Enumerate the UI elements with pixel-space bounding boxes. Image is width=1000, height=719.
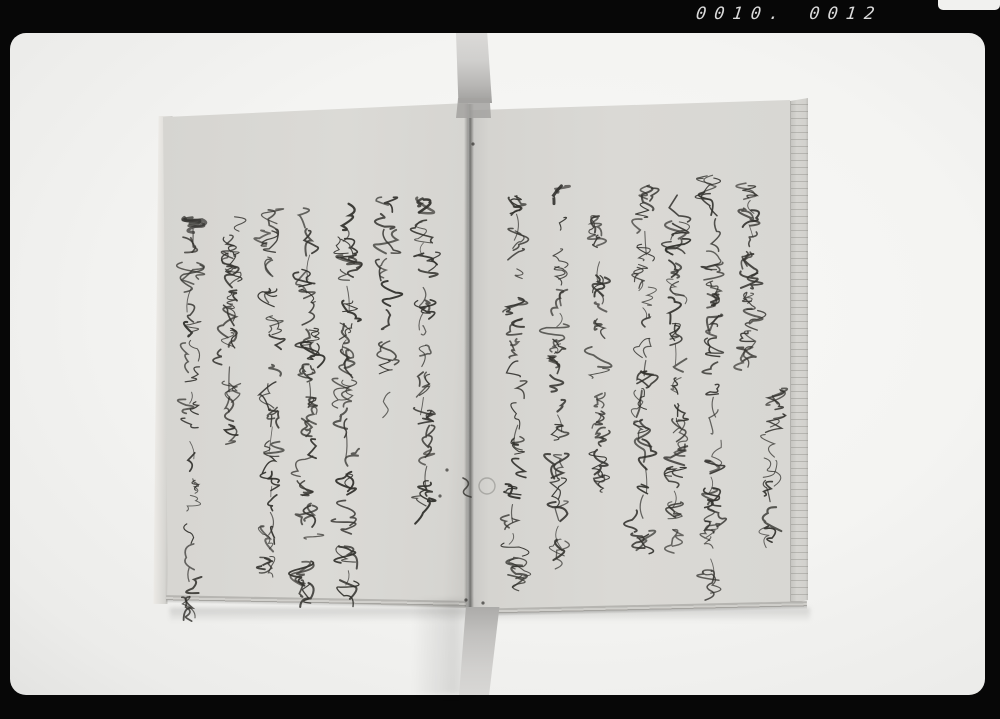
binding-strap-foot [456, 98, 491, 118]
page-right [470, 100, 790, 612]
corner-tab [938, 0, 1000, 10]
frame-counter: 0010. 0012 [694, 4, 884, 24]
spine-edge [790, 98, 808, 604]
gutter-shadow [464, 104, 474, 607]
page-left [163, 103, 468, 608]
